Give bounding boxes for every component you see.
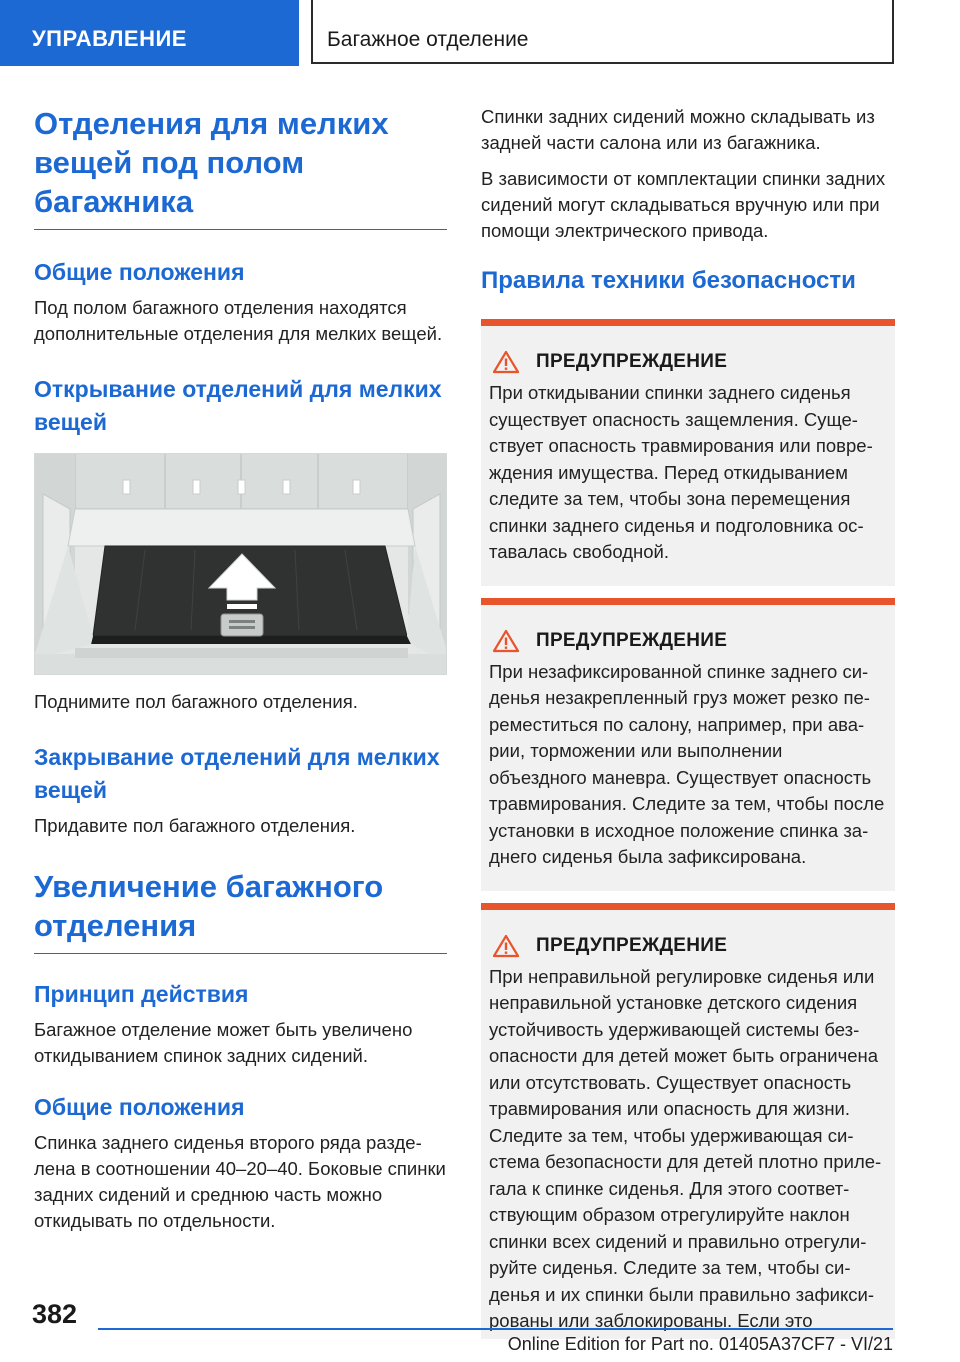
intro-text-1: Спинки задних сидений можно складывать из задней части салона или из багажника.: [481, 106, 875, 153]
warning-box-1: [481, 319, 895, 586]
footer-divider: [98, 1328, 893, 1330]
trunk-floor-illustration: [34, 453, 447, 675]
warning-triangle-icon: [492, 350, 520, 374]
figure-caption: Поднимите пол багажного отделения.: [34, 691, 358, 712]
principle-text: Багажное отделение может быть увеличено откидыванием спинок задних сидений.: [34, 1019, 413, 1066]
section-title-small-compartments: Отделения для мелких вещей под полом багажника: [34, 106, 389, 219]
warning-box-3: [481, 903, 895, 1339]
heading-safety: Правила техники безопасности: [481, 267, 856, 294]
trunk-floor-illustration-svg: [35, 454, 447, 675]
heading-opening: Открывание отделений для мелких вещей: [34, 376, 442, 435]
title-divider: [34, 953, 447, 954]
section-title-enlarging-trunk: Увеличение багажного отделения: [34, 869, 384, 943]
section-tab[interactable]: УПРАВЛЕНИЕ: [0, 0, 299, 66]
title-divider: [34, 229, 447, 230]
warning-box-2: [481, 598, 895, 891]
warning-title: ПРЕДУПРЕЖДЕНИЕ: [536, 629, 728, 651]
left-column: [34, 104, 447, 1234]
intro-text-2: В зависимости от комплектации спинки задних сидений могут складываться вручную или при помощи электрического привода.: [481, 168, 886, 241]
heading-closing: Закрывание отделений для мелких вещей: [34, 744, 440, 803]
page-number: 382: [32, 1299, 78, 1329]
warning-text: При незафиксированной спинке заднего сиденья незакрепленный груз может резко переместиться по салону, например, при аварии, торможении или выполнении объездного маневра. Существует опасность травмирования. Следите за тем, чтобы после установки в исходное положение спинка заднего сиденья была зафиксирована.: [489, 660, 885, 867]
warning-title: ПРЕДУПРЕЖДЕНИЕ: [536, 934, 728, 956]
warning-text: При неправильной регулировке сиденья или неправильной установке детского сидения устойчивость удерживающей системы безопасности для детей может быть ограничена или отсутствовать. Существует опасность травмирования или опасность для жизни. Следите за тем, чтобы удерживающая система безопасности для детей плотно прилегала к спинке сиденья. Для этого соответствующим образом отрегулируйте наклон спинки всех сидений и правильно отрегулируйте сиденья. Следите за тем, чтобы сиденья и их спинки были правильно зафиксированы или заблокированы. Если это: [489, 965, 882, 1331]
heading-principle: Принцип действия: [34, 981, 249, 1007]
general-text-2: Спинка заднего сиденья второго ряда разделена в соотношении 40–20–40. Боковые спинки задних сидений и среднюю часть можно откидывать по отдельности.: [34, 1132, 446, 1231]
warning-text: При откидывании спинки заднего сиденья существует опасность защемления. Существует опасность травмирования или повреждения имущества. Перед откидыванием следите за тем, чтобы зона перемещения спинки заднего сиденья и подголовника оставалась свободной.: [489, 382, 873, 562]
general-text: Под полом багажного отделения находятся дополнительные отделения для мелких вещей.: [34, 297, 443, 344]
chapter-title: Багажное отделение: [311, 0, 894, 64]
closing-text: Придавите пол багажного отделения.: [34, 815, 356, 836]
footer-edition: Online Edition for Part no. 01405A37CF7 - VI/21: [507, 1334, 893, 1354]
right-column: [481, 104, 895, 1339]
heading-general-2: Общие положения: [34, 1094, 245, 1120]
heading-general: Общие положения: [34, 259, 245, 285]
warning-title: ПРЕДУПРЕЖДЕНИЕ: [536, 351, 728, 372]
warning-triangle-icon: [492, 934, 520, 958]
warning-triangle-icon: [492, 629, 520, 653]
